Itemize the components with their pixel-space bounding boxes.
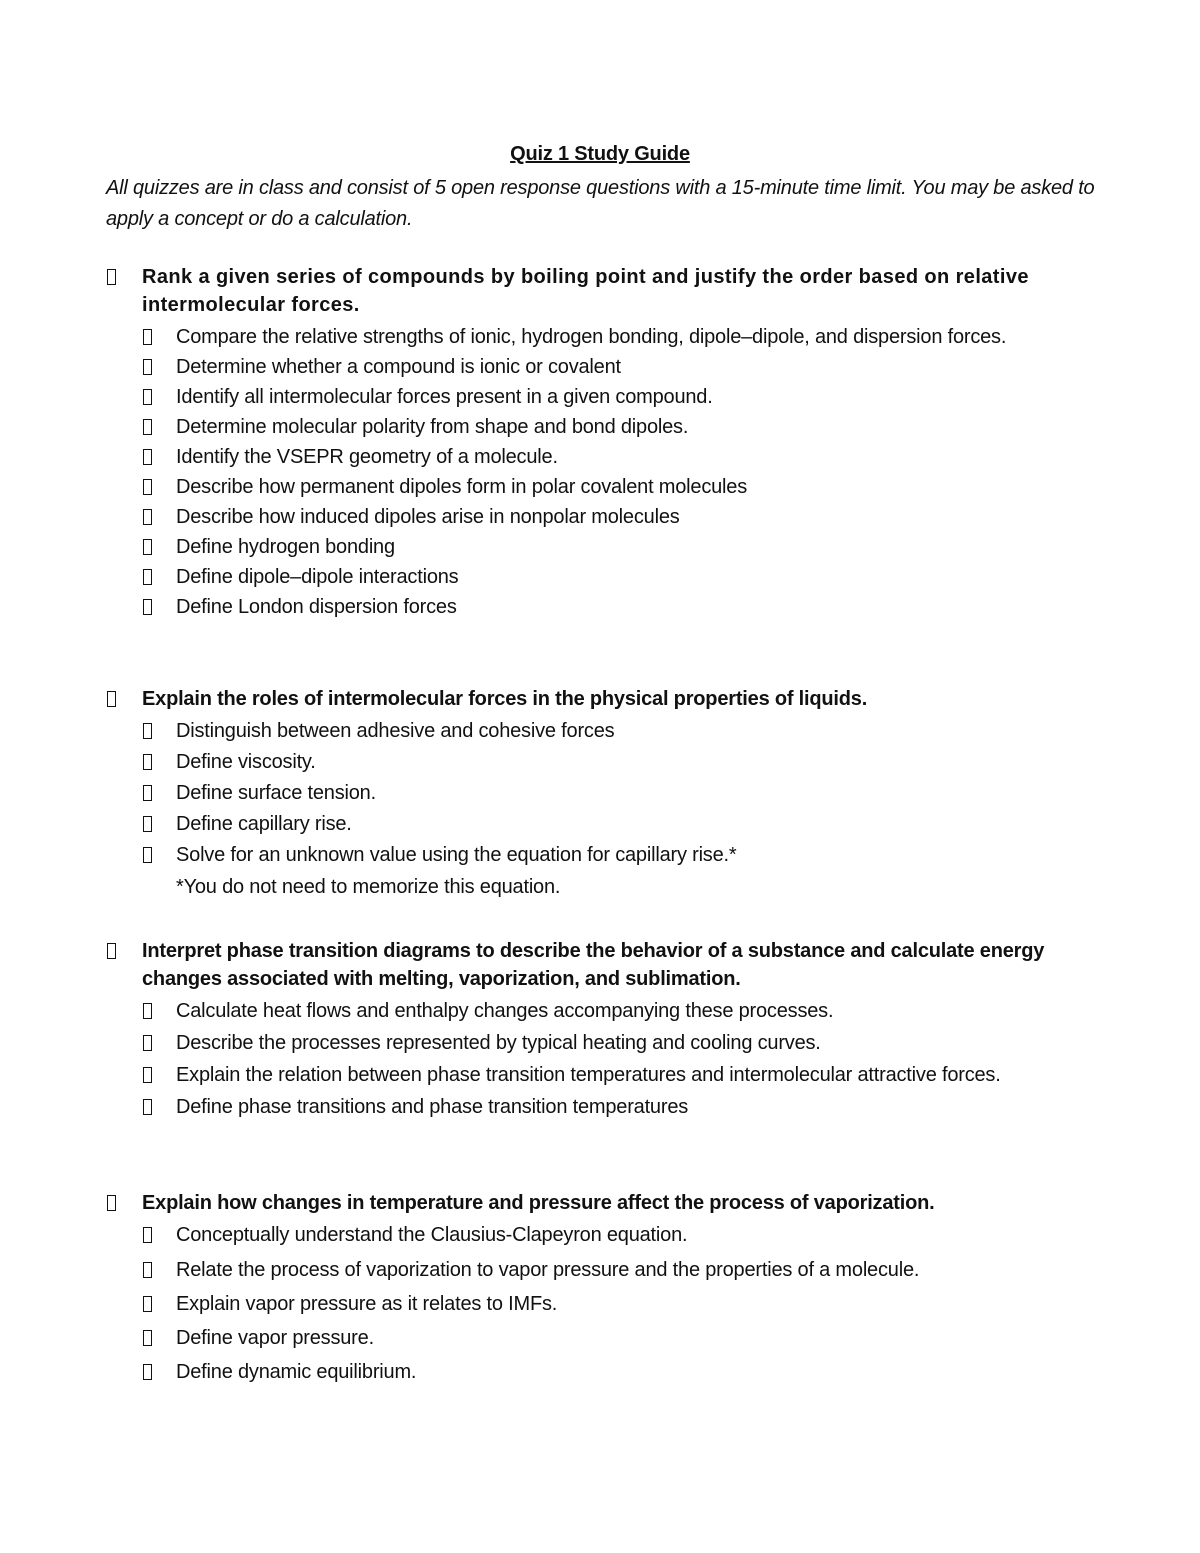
empty-checkbox-icon [107, 269, 116, 285]
empty-checkbox-icon [143, 754, 152, 770]
empty-checkbox-icon [143, 449, 152, 465]
list-item [0, 1256, 1081, 1284]
list-item-text: Define phase transitions and phase transition temperatures [176, 1096, 689, 1118]
section-heading-text: Explain how changes in temperature and pressure affect the process of vaporization. [142, 1192, 935, 1214]
list-item-text: Describe how permanent dipoles form in polar covalent molecules [176, 476, 748, 498]
section-heading-text: Explain the roles of intermolecular forces in the physical properties of liquids. [142, 688, 868, 710]
list-item [0, 779, 1081, 807]
empty-checkbox-icon [107, 1195, 116, 1211]
empty-checkbox-icon [143, 1003, 152, 1019]
empty-checkbox-icon [143, 1262, 152, 1278]
list-item [0, 503, 1081, 531]
empty-checkbox-icon [143, 539, 152, 555]
empty-checkbox-icon [143, 785, 152, 801]
list-item-text: Conceptually understand the Clausius-Clapeyron equation. [176, 1224, 688, 1246]
list-item-text: Identify all intermolecular forces present in a given compound. [176, 386, 713, 408]
section-heading [0, 937, 1082, 993]
list-item [0, 353, 1081, 381]
section-heading [0, 263, 1082, 319]
section-vaporization [0, 1189, 1200, 1386]
list-item [0, 563, 1081, 591]
section-phase-transitions [0, 937, 1200, 1121]
list-item-text: Define vapor pressure. [176, 1327, 374, 1349]
list-item-text: Define viscosity. [176, 751, 316, 773]
section-liquid-properties [0, 685, 1200, 901]
section-boiling-point [0, 263, 1200, 621]
list-item [0, 443, 1081, 471]
intro-paragraph: All quizzes are in class and consist of 5 open response questions with a 15-minute time limit. You may be asked to apply a concept or do a calculation. [106, 177, 1095, 230]
list-item-text: Compare the relative strengths of ionic, hydrogen bonding, dipole–dipole, and dispersion forces. [176, 326, 1007, 348]
list-item [0, 1221, 1081, 1249]
list-item-text: Explain the relation between phase transition temperatures and intermolecular attractive forces. [176, 1064, 1001, 1086]
list-item [0, 1358, 1081, 1386]
empty-checkbox-icon [143, 1227, 152, 1243]
empty-checkbox-icon [143, 1099, 152, 1115]
list-item [0, 841, 1081, 869]
sub-item-list [0, 1221, 1200, 1386]
sub-item-list [0, 717, 1200, 901]
section-heading [0, 685, 1082, 713]
empty-checkbox-icon [143, 1364, 152, 1380]
empty-checkbox-icon [143, 1296, 152, 1312]
section-heading-text: Rank a given series of compounds by boiling point and justify the order based on relative intermolecular forces. [142, 266, 1029, 316]
list-item-text: Define capillary rise. [176, 813, 352, 835]
empty-checkbox-icon [143, 723, 152, 739]
list-item-text: Describe how induced dipoles arise in nonpolar molecules [176, 506, 680, 528]
list-item-text: Distinguish between adhesive and cohesive forces [176, 720, 615, 742]
empty-checkbox-icon [143, 816, 152, 832]
list-item [0, 473, 1081, 501]
list-item [0, 323, 1081, 351]
empty-checkbox-icon [143, 599, 152, 615]
empty-checkbox-icon [143, 1067, 152, 1083]
empty-checkbox-icon [143, 509, 152, 525]
list-item [0, 810, 1081, 838]
list-item [0, 1324, 1081, 1352]
list-item [0, 717, 1081, 745]
list-item [0, 997, 1081, 1025]
empty-checkbox-icon [143, 329, 152, 345]
list-item [0, 1029, 1081, 1057]
list-item [0, 383, 1081, 411]
list-item-text: Identify the VSEPR geometry of a molecule. [176, 446, 558, 468]
section-heading [0, 1189, 1082, 1217]
list-item [0, 748, 1081, 776]
sub-item-list [0, 997, 1200, 1121]
empty-checkbox-icon [107, 943, 116, 959]
empty-checkbox-icon [143, 389, 152, 405]
list-item-text: Calculate heat flows and enthalpy changes accompanying these processes. [176, 1000, 834, 1022]
list-item [0, 1061, 1081, 1089]
empty-checkbox-icon [143, 1330, 152, 1346]
list-item-text: Explain vapor pressure as it relates to IMFs. [176, 1293, 558, 1315]
list-item-text: Determine whether a compound is ionic or covalent [176, 356, 621, 378]
empty-checkbox-icon [107, 691, 116, 707]
empty-checkbox-icon [143, 419, 152, 435]
section-heading-text: Interpret phase transition diagrams to describe the behavior of a substance and calculate energy changes associated with melting, vaporization, and sublimation. [142, 940, 1045, 990]
list-item-text: Define dipole–dipole interactions [176, 566, 459, 588]
list-item-text: Define surface tension. [176, 782, 376, 804]
list-item-text: Define dynamic equilibrium. [176, 1361, 417, 1383]
list-item [0, 593, 1081, 621]
list-item [0, 413, 1081, 441]
list-item-text: Determine molecular polarity from shape and bond dipoles. [176, 416, 689, 438]
list-item-text: Define hydrogen bonding [176, 536, 395, 558]
list-item [0, 533, 1081, 561]
list-item-text: Define London dispersion forces [176, 596, 457, 618]
list-item [0, 1290, 1081, 1318]
sub-item-list [0, 323, 1200, 621]
list-item-text: Solve for an unknown value using the equation for capillary rise.* [176, 844, 737, 866]
empty-checkbox-icon [143, 479, 152, 495]
empty-checkbox-icon [143, 359, 152, 375]
list-item [0, 1093, 1081, 1121]
empty-checkbox-icon [143, 1035, 152, 1051]
empty-checkbox-icon [143, 847, 152, 863]
list-item-text: Relate the process of vaporization to vapor pressure and the properties of a molecule. [176, 1259, 920, 1281]
page-title: Quiz 1 Study Guide [510, 143, 690, 165]
empty-checkbox-icon [143, 569, 152, 585]
list-item-text: Describe the processes represented by typical heating and cooling curves. [176, 1032, 821, 1054]
footnote: *You do not need to memorize this equation. [176, 876, 561, 898]
